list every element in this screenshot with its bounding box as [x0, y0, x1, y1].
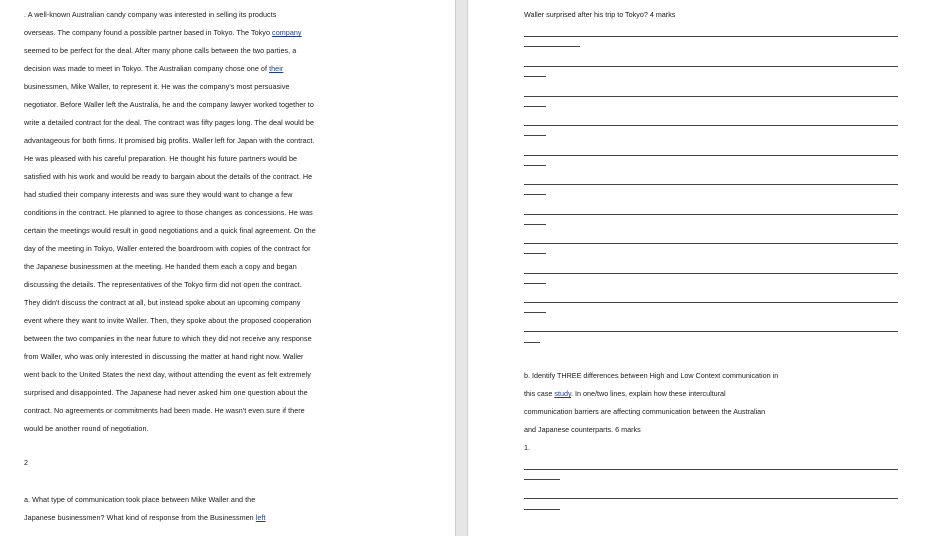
paragraph-line: certain the meetings would result in good negotiations and a quick final agreement. On the	[24, 226, 316, 235]
answer-rule-short	[524, 76, 546, 77]
answer-rule-short	[524, 46, 580, 47]
underlined-word-left: left	[255, 513, 266, 522]
question-a-line-1: a. What type of communication took place between Mike Waller and the	[24, 495, 256, 504]
paragraph-line: They didn't discuss the contract at all, but instead spoke about an upcoming company	[24, 298, 301, 307]
answer-rule	[524, 331, 898, 332]
paragraph-line: from Waller, who was only interested in discussing the matter at hand right now. Waller	[24, 352, 304, 361]
paragraph-line: businessmen, Mike Waller, to represent it. He was the company's most persuasive	[24, 82, 290, 91]
paragraph-line: between the two companies in the near future to which they did not receive any response	[24, 334, 312, 343]
answer-rule	[524, 155, 898, 156]
question-b-line-4: and Japanese counterparts. 6 marks	[524, 425, 641, 434]
question-b-line-2: this case study. In one/two lines, explain how these intercultural	[524, 389, 726, 398]
answer-rule-short	[524, 253, 546, 254]
paragraph-line: satisfied with his work and would be ready to bargain about the details of the contract. He	[24, 172, 313, 181]
paragraph-line: event where they want to invite Waller. Then, they spoke about the proposed cooperation	[24, 316, 312, 325]
paragraph-line: seemed to be perfect for the deal. After many phone calls between the two parties, a	[24, 46, 297, 55]
answer-rule	[524, 469, 898, 470]
paragraph-line: conditions in the contract. He planned to agree to those changes as concessions. He was	[24, 208, 313, 217]
question-a-line-2: Japanese businessmen? What kind of response from the Businessmen left	[24, 513, 266, 522]
paragraph-line: had studied their company interests and was sure they would want to change a few	[24, 190, 293, 199]
underlined-word-study: study	[554, 389, 572, 398]
answer-rule	[524, 96, 898, 97]
paragraph-line: decision was made to meet in Tokyo. The Australian company chose one of their	[24, 64, 284, 73]
answer-rule	[524, 243, 898, 244]
answer-rule-short	[524, 165, 546, 166]
answer-rule-short	[524, 194, 546, 195]
answer-rule	[524, 36, 898, 37]
paragraph-line: would be another round of negotiation.	[24, 424, 149, 433]
paragraph-line: contract. No agreements or commitments had been made. He wasn't even sure if there	[24, 406, 305, 415]
question-a-continuation: Waller surprised after his trip to Tokyo? 4 marks	[524, 10, 676, 19]
paragraph-line: the Japanese businessmen at the meeting. He handed them each a copy and began	[24, 262, 297, 271]
question-b-line-1: b. Identify THREE differences between High and Low Context communication in	[524, 371, 779, 380]
document-page-right	[468, 0, 945, 536]
page-gutter	[455, 0, 468, 536]
paragraph-line: advantageous for both firms. It promised big profits. Waller left for Japan with the contract.	[24, 136, 315, 145]
answer-number-label: 1.	[524, 443, 530, 452]
answer-rule-short	[524, 224, 546, 225]
answer-rule-short	[524, 283, 546, 284]
underlined-word: company	[272, 28, 302, 37]
answer-rule-short	[524, 509, 560, 510]
answer-rule	[524, 66, 898, 67]
answer-rule	[524, 302, 898, 303]
document-page-left	[0, 0, 455, 536]
answer-rule	[524, 273, 898, 274]
answer-rule-short	[524, 479, 560, 480]
page-number: 2	[24, 458, 29, 467]
question-b-line-3: communication barriers are affecting communication between the Australian	[524, 407, 766, 416]
paragraph-line: He was pleased with his careful preparation. He thought his future partners would be	[24, 154, 298, 163]
answer-rule	[524, 214, 898, 215]
paragraph-line: . A well-known Australian candy company was interested in selling its products	[24, 10, 277, 19]
answer-rule-short	[524, 342, 540, 343]
answer-rule	[524, 498, 898, 499]
paragraph-line: negotiator. Before Waller left the Australia, he and the company lawyer worked together to	[24, 100, 314, 109]
answer-rule	[524, 125, 898, 126]
answer-rule-short	[524, 106, 546, 107]
answer-rule	[524, 184, 898, 185]
paragraph-line: write a detailed contract for the deal. The contract was fifty pages long. The deal would be	[24, 118, 315, 127]
paragraph-line: went back to the United States the next day, without attending the event as felt extremely	[24, 370, 311, 379]
answer-rule-short	[524, 135, 546, 136]
paragraph-line: overseas. The company found a possible partner based in Tokyo. The Tokyo company	[24, 28, 302, 37]
paragraph-line: discussing the details. The representatives of the Tokyo firm did not open the contract.	[24, 280, 302, 289]
paragraph-line: day of the meeting in Tokyo, Waller entered the boardroom with copies of the contract for	[24, 244, 311, 253]
answer-rule-short	[524, 312, 546, 313]
paragraph-line: surprised and disappointed. The Japanese had never asked him one question about the	[24, 388, 308, 397]
underlined-word: their	[269, 64, 284, 73]
